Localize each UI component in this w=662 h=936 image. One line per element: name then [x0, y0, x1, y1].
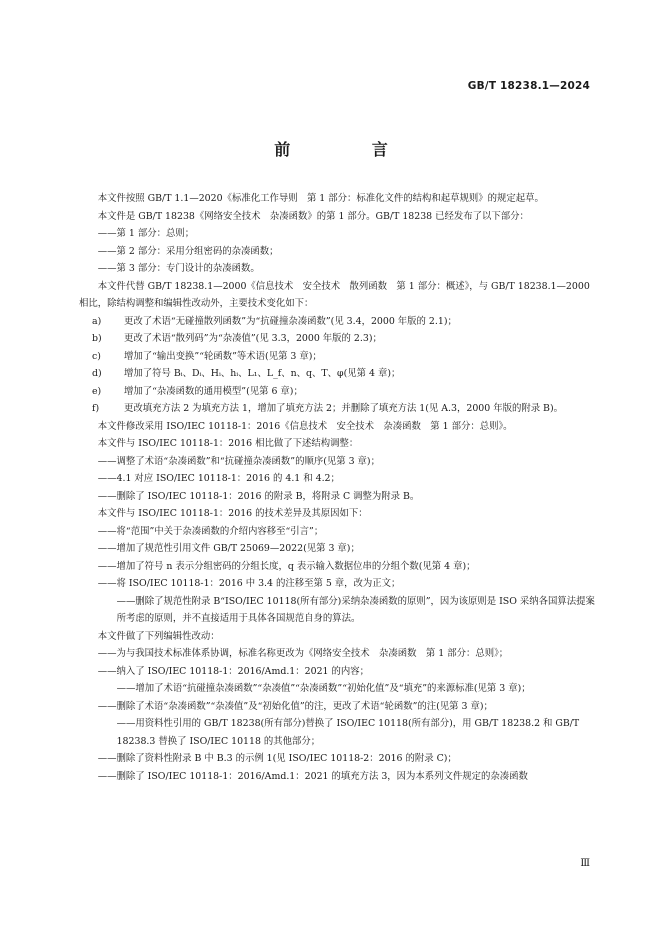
- dash-list-item: ——第 3 部分：专门设计的杂凑函数。: [97, 263, 260, 274]
- dash-list-item: ——第 1 部分：总则；: [97, 228, 195, 239]
- list-item: [79, 383, 597, 401]
- paragraph: 本文件做了下列编辑性改动：: [97, 630, 220, 642]
- dash-list-item: ——用资料性引用的 GB/T 18238(所有部分)替换了 ISO/IEC 10118(所有部分)，用 GB/T 18238.2 和 GB/T 18238.3 替换了 ISO/IEC 10118 的其他部分；: [116, 718, 580, 747]
- list-marker: d): [92, 368, 102, 379]
- page-title: 前 言: [274, 140, 426, 159]
- paragraph: 本文件代替 GB/T 18238.1—2000《信息技术 安全技术 散列函数 第 1 部分：概述》，与 GB/T 18238.1—2000 相比，除结构调整和编辑性改动外，主要技术变化如下：: [79, 280, 590, 309]
- dash-list-item: ——删除了术语“杂凑函数”“杂凑值”及“初始化值”的注，更改了术语“轮函数”的注(见第 3 章)；: [97, 700, 493, 712]
- list-item-text: 增加了“输出变换”“轮函数”等术语(见第 3 章)；: [124, 350, 322, 362]
- list-item: [79, 365, 597, 383]
- dash-list-item: ——删除了 ISO/IEC 10118-1：2016 的附录 B，将附录 C 调整为附录 B。: [97, 490, 420, 502]
- list-marker: a): [92, 315, 102, 327]
- dash-list-item: ——删除了 ISO/IEC 10118-1：2016/Amd.1：2021 的填充方法 3，因为本系列文件规定的杂凑函数: [97, 770, 528, 782]
- list-item-text: 增加了符号 Bᵢ、Dᵢ、Hᵢ、hᵢ、L₁、L_f、n、q、T、φ(见第 4 章)；: [124, 368, 401, 379]
- list-item: [79, 330, 597, 348]
- dash-list-item: ——删除了资料性附录 B 中 B.3 的示例 1(见 ISO/IEC 10118-2：2016 的附录 C)；: [97, 753, 457, 764]
- paragraph: 本文件按照 GB/T 1.1—2020《标准化工作导则 第 1 部分：标准化文件的结构和起草规则》的规定起草。: [97, 193, 544, 204]
- list-item-text: 增加了“杂凑函数的通用模型”(见第 6 章)；: [124, 385, 303, 397]
- list-item-text: 更改了术语“散列码”为“杂凑值”(见 3.3，2000 年版的 2.3)；: [124, 333, 382, 344]
- list-item: [79, 400, 597, 418]
- dash-list-item: ——纳入了 ISO/IEC 10118-1：2016/Amd.1：2021 的内容；: [97, 665, 369, 677]
- dash-list-item: ——4.1 对应 ISO/IEC 10118-1：2016 的 4.1 和 4.2；: [97, 473, 340, 484]
- dash-list-item: ——增加了术语“抗碰撞杂凑函数”“杂凑值”“杂凑函数”“初始化值”及“填充”的来源标准(见第 3 章)；: [116, 683, 531, 694]
- page-number: Ⅲ: [580, 858, 590, 869]
- list-marker: b): [92, 333, 102, 344]
- list-item-text: 更改填充方法 2 为填充方法 1，增加了填充方法 2；并删除了填充方法 1(见 A.3，2000 年版的附录 B)。: [124, 403, 563, 414]
- list-item: [79, 348, 597, 366]
- dash-list-item: ——将“范围”中关于杂凑函数的介绍内容移至“引言”；: [97, 525, 324, 537]
- dash-list-item: ——增加了规范性引用文件 GB/T 25069—2022(见第 3 章)；: [97, 543, 360, 554]
- list-marker: c): [92, 350, 101, 362]
- list-marker: e): [92, 385, 102, 397]
- paragraph: 本文件与 ISO/IEC 10118-1：2016 相比做了下述结构调整：: [97, 438, 359, 449]
- dash-list-item: ——将 ISO/IEC 10118-1：2016 中 3.4 的注移至第 5 章，改为正文；: [97, 578, 401, 589]
- dash-list-item: ——删除了规范性附录 B“ISO/IEC 10118(所有部分)采纳杂凑函数的原则”，因为该原则是 ISO 采纳各国算法提案所考虑的原则，并不直接适用于具体各国规范自身的算法。: [116, 595, 595, 624]
- list-item-text: 更改了术语“无碰撞散列函数”为“抗碰撞杂凑函数”(见 3.4，2000 年版的 2.1)；: [124, 315, 457, 327]
- paragraph: 本文件与 ISO/IEC 10118-1：2016 的技术差异及其原因如下：: [97, 508, 368, 519]
- list-item: [79, 313, 597, 331]
- dash-list-item: ——为与我国技术标准体系协调，标准名称更改为《网络安全技术 杂凑函数 第 1 部分：总则》；: [97, 648, 509, 659]
- paragraph: 本文件修改采用 ISO/IEC 10118-1：2016《信息技术 安全技术 杂凑函数 第 1 部分：总则》。: [97, 420, 513, 432]
- standard-code: GB/T 18238.1—2024: [467, 80, 590, 92]
- list-marker: f): [92, 403, 100, 414]
- dash-list-item: ——调整了术语“杂凑函数”和“抗碰撞杂凑函数”的顺序(见第 3 章)；: [97, 455, 380, 467]
- dash-list-item: ——增加了符号 n 表示分组密码的分组长度，q 表示输入数据位串的分组个数(见第 4 章)；: [97, 560, 476, 572]
- document-body: [79, 190, 597, 785]
- dash-list-item: ——第 2 部分：采用分组密码的杂凑函数；: [97, 245, 279, 257]
- paragraph: 本文件是 GB/T 18238《网络安全技术 杂凑函数》的第 1 部分。GB/T 18238 已经发布了以下部分：: [97, 210, 529, 222]
